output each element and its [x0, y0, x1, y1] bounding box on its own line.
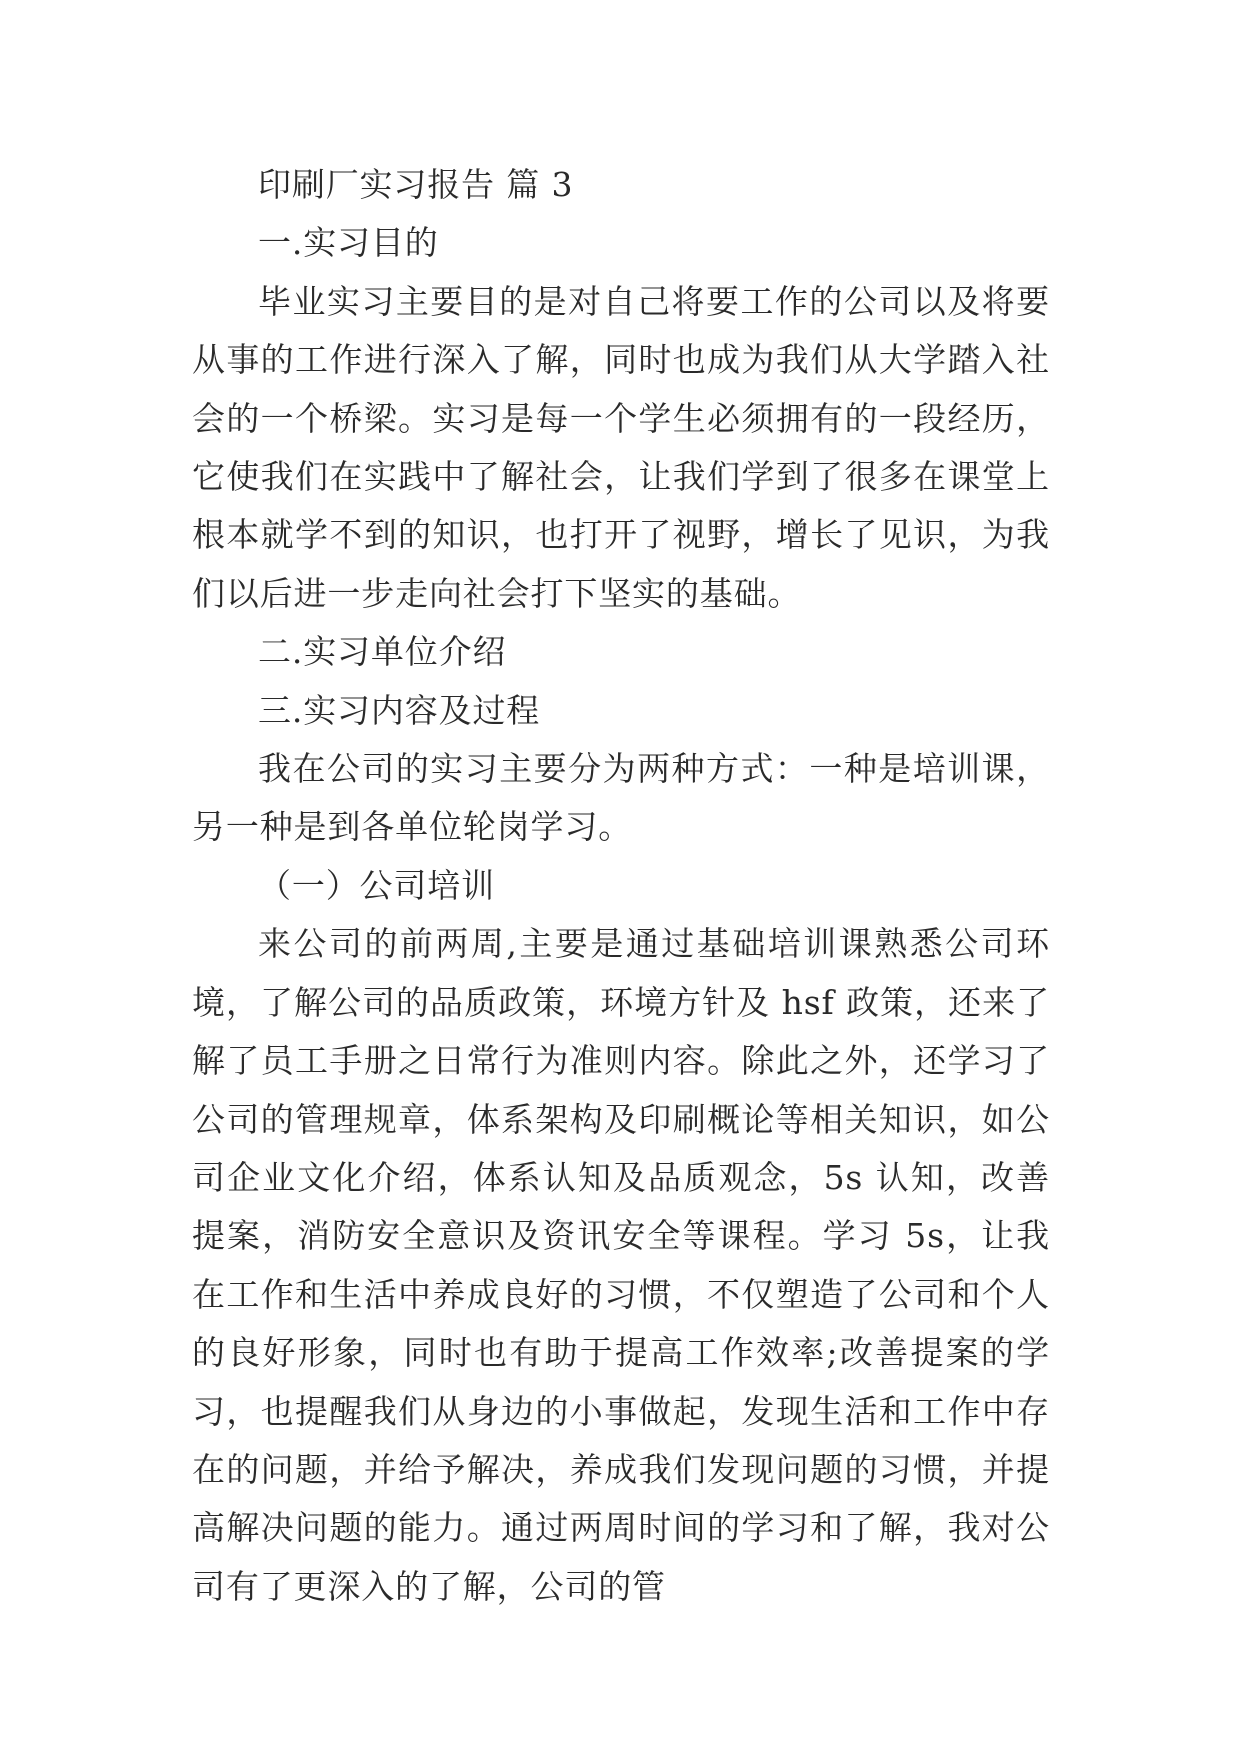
document-body [192, 156, 1050, 1616]
paragraph-purpose: 毕业实习主要目的是对自己将要工作的公司以及将要从事的工作进行深入了解，同时也成为我们从大学踏入社会的一个桥梁。实习是每一个学生必须拥有的一段经历，它使我们在实践中了解社会，让我们学到了很多在课堂上根本就学不到的知识，也打开了视野，增长了见识，为我们以后进一步走向社会打下坚实的基础。 [192, 281, 1050, 613]
document-title: 印刷厂实习报告 篇 3 [258, 165, 574, 204]
subsection-heading-company-training: （一）公司培训 [258, 865, 495, 905]
paragraph-content-intro: 我在公司的实习主要分为两种方式：一种是培训课，另一种是到各单位轮岗学习。 [192, 749, 1050, 847]
paragraph-company-training: 来公司的前两周,主要是通过基础培训课熟悉公司环境，了解公司的品质政策，环境方针及 hsf 政策，还来了解了员工手册之日常行为准则内容。除此之外，还学习了公司的管理规章，体系架构及印刷概论等相关知识，如公司企业文化介绍，体系认知及品质观念，5s 认知，改善提案，消防安全意识及资讯安全等课程。学习 5s，让我在工作和生活中养成良好的习惯，不仅塑造了公司和个人的良好形象，同时也有助于提高工作效率;改善提案的学习，也提醒我们从身边的小事做起，发现生活和工作中存在的问题，并给予解决，养成我们发现问题的习惯，并提高解决问题的能力。通过两周时间的学习和了解，我对公司有了更深入的了解，公司的管 [192, 924, 1050, 1606]
section-heading-unit-intro: 二.实习单位介绍 [258, 632, 507, 672]
section-heading-purpose: 一.实习目的 [258, 223, 439, 263]
section-heading-content-process: 三.实习内容及过程 [258, 690, 541, 730]
